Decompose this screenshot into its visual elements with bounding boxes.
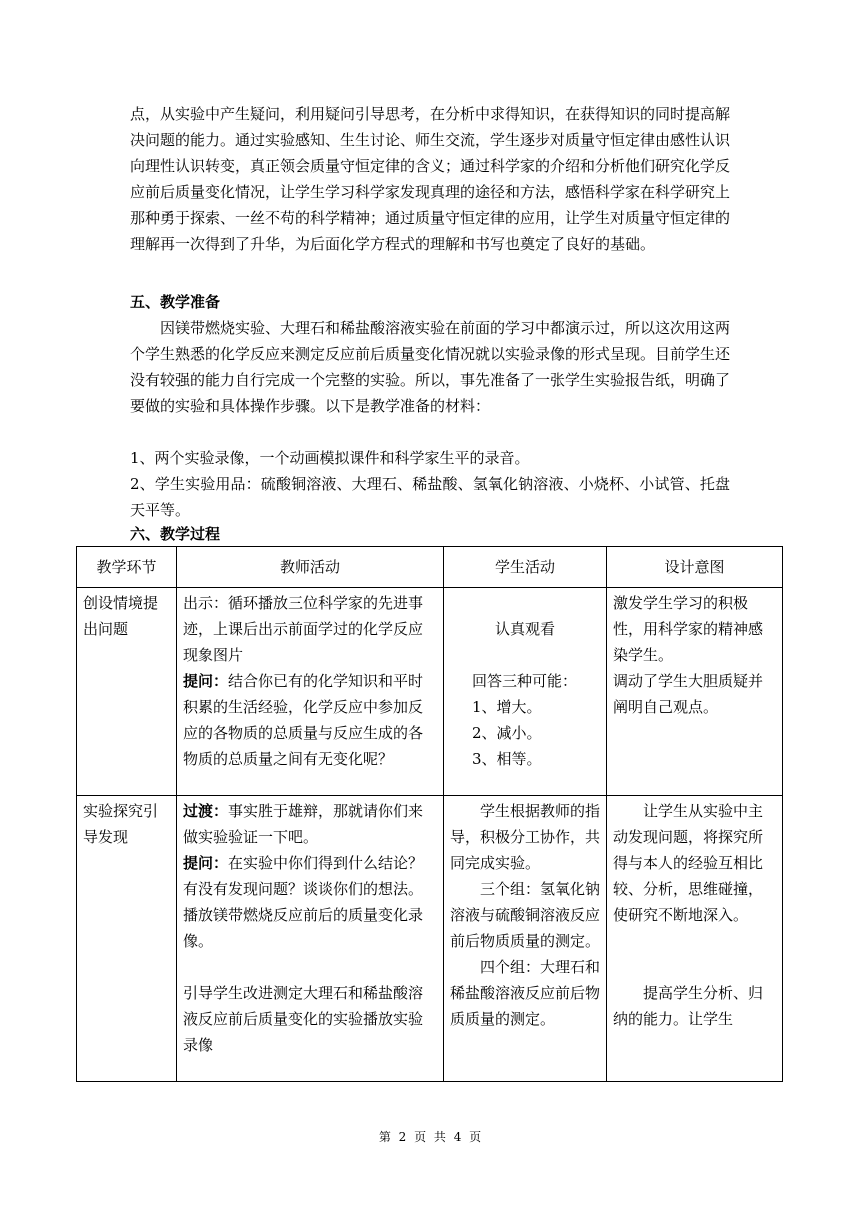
page-footer: 第 2 页 共 4 页 xyxy=(378,1130,482,1144)
student-text-2: 三个组：氢氧化钠溶液与硫酸铜溶液反应前后物质质量的测定。 xyxy=(450,880,601,950)
question-text: 在实验中你们得到什么结论？有没有发现问题？谈谈你们的想法。 xyxy=(183,854,424,898)
section-heading-process: 六、教学过程 xyxy=(130,525,221,543)
guide-text: 引导学生改进测定大理石和稀盐酸溶液反应前后质量变化的实验播放实验录像 xyxy=(183,984,424,1054)
student-watch: 认真观看 xyxy=(494,620,555,638)
intent-text-2: 调动了学生大胆质疑并阐明自己观点。 xyxy=(613,672,764,716)
student-text-3: 四个组：大理石和稀盐酸溶液反应前后物质质量的测定。 xyxy=(450,958,601,1028)
transition-label: 过渡： xyxy=(183,802,229,820)
intent-text-1: 激发学生学习的积极性，用科学家的精神感染学生。 xyxy=(613,594,764,664)
intent-text-1: 让学生从实验中主动发现问题，将探究所得与本人的经验互相比较、分析，思维碰撞，使研究不断地深入。 xyxy=(613,802,764,924)
question-label: 提问： xyxy=(183,672,229,690)
student-answer: 回答三种可能： xyxy=(472,672,578,690)
student-text-1: 学生根据教师的指导，积极分工协作，共同完成实验。 xyxy=(450,802,601,872)
teaching-process-table xyxy=(76,546,783,1082)
stage-cell xyxy=(77,588,177,796)
play-video-1: 播放镁带燃烧反应前后的质量变化录像。 xyxy=(183,906,424,950)
student-activity-cell xyxy=(444,588,607,796)
question-text: 结合你已有的化学知识和平时积累的生活经验，化学反应中参加反应的各物质的总质量与反应生成的各物质的总质量之间有无变化呢？ xyxy=(183,672,424,768)
table-row xyxy=(77,796,783,1082)
teacher-activity-cell xyxy=(177,796,444,1082)
stage-label: 实验探究引导发现 xyxy=(83,802,159,846)
teacher-show-text: 出示：循环播放三位科学家的先进事迹，上课后出示前面学过的化学反应现象图片 xyxy=(183,594,424,664)
table-row xyxy=(77,588,783,796)
question-label: 提问： xyxy=(183,854,229,872)
intent-text-2: 提高学生分析、归纳的能力。让学生 xyxy=(613,984,764,1028)
teacher-question xyxy=(183,668,437,772)
stage-cell xyxy=(77,796,177,1082)
header-student-activity: 学生活动 xyxy=(444,547,607,588)
transition-text xyxy=(183,798,437,850)
preparation-paragraph: 因镁带燃烧实验、大理石和稀盐酸溶液实验在前面的学习中都演示过，所以这次用这两个学生熟悉的化学反应来测定反应前后质量变化情况就以实验录像的形式呈现。目前学生还没有较强的能力自行完成一个完整的实验。所以，事先准备了一张学生实验报告纸，明确了要做的实验和具体操作步骤。以下是教学准备的材料： xyxy=(130,319,731,415)
header-design-intent: 设计意图 xyxy=(607,547,783,588)
intro-paragraph: 点，从实验中产生疑问，利用疑问引导思考，在分析中求得知识，在获得知识的同时提高解决问题的能力。通过实验感知、生生讨论、师生交流，学生逐步对质量守恒定律由感性认识向理性认识转变，真正领会质量守恒定律的含义；通过科学家的介绍和分析他们研究化学反应前后质量变化情况，让学生学习科学家发现真理的途径和方法，感悟科学家在科学研究上那种勇于探索、一丝不苟的科学精神；通过质量守恒定律的应用，让学生对质量守恒定律的理解再一次得到了升华，为后面化学方程式的理解和书写也奠定了良好的基础。 xyxy=(130,105,731,253)
table-header-row xyxy=(77,547,783,588)
header-stage: 教学环节 xyxy=(77,547,177,588)
student-option-3: 3、相等。 xyxy=(472,750,542,768)
design-intent-cell xyxy=(607,588,783,796)
student-option-2: 2、减小。 xyxy=(472,724,542,742)
preparation-item-2: 2、学生实验用品：硫酸铜溶液、大理石、稀盐酸、氢氧化钠溶液、小烧杯、小试管、托盘天平等。 xyxy=(130,475,730,519)
teacher-question xyxy=(183,850,437,902)
stage-label: 创设情境提出问题 xyxy=(83,594,159,638)
section-heading-preparation: 五、教学准备 xyxy=(130,293,221,311)
student-activity-cell xyxy=(444,796,607,1082)
transition-body: 事实胜于雄辩，那就请你们来做实验验证一下吧。 xyxy=(183,802,424,846)
header-teacher-activity: 教师活动 xyxy=(177,547,444,588)
design-intent-cell xyxy=(607,796,783,1082)
student-option-1: 1、增大。 xyxy=(472,698,542,716)
preparation-item-1: 1、两个实验录像，一个动画模拟课件和科学家生平的录音。 xyxy=(130,449,530,467)
teacher-activity-cell xyxy=(177,588,444,796)
